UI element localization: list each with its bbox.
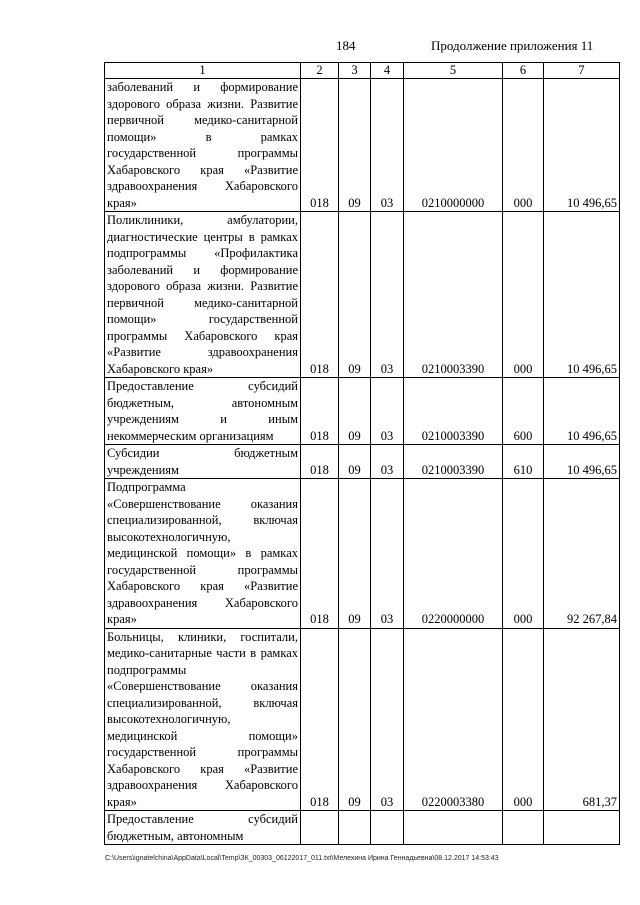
row-name: Поликлиники, амбулатории, диагностические центры в рамках подпрограммы «Профилактика заболеваний и формирование здорового образа жизни. Развитие первичной медико-санитарной помощи» государственной программы Хабаровского края «Развитие здравоохранения Хабаровского края» xyxy=(105,212,301,378)
cell-expense-type: 600 xyxy=(503,378,544,445)
cell-target-article: 0220000000 xyxy=(404,479,503,629)
column-header: 5 xyxy=(404,63,503,79)
row-name: Подпрограмма «Совершенствование оказания специализированной, включая высокотехнологичную, медицинской помощи» в рамках государственной программы Хабаровского края «Развитие здравоохранения Хабаровского края» xyxy=(105,479,301,629)
cell-ministry-code: 018 xyxy=(301,479,339,629)
column-header: 2 xyxy=(301,63,339,79)
cell-expense-type: 000 xyxy=(503,628,544,811)
cell-target-article: 0210003390 xyxy=(404,445,503,479)
cell-amount: 10 496,65 xyxy=(544,378,620,445)
cell-subsection: 03 xyxy=(371,628,404,811)
cell-amount: 10 496,65 xyxy=(544,79,620,212)
cell-section: 09 xyxy=(339,445,371,479)
cell-expense-type: 610 xyxy=(503,445,544,479)
cell-subsection xyxy=(371,811,404,845)
cell-subsection: 03 xyxy=(371,479,404,629)
cell-subsection: 03 xyxy=(371,212,404,378)
row-name: Предоставление субсидий бюджетным, автономным xyxy=(105,811,301,845)
row-name: Субсидии бюджетным учреждениям xyxy=(105,445,301,479)
row-name: заболеваний и формирование здорового образа жизни. Развитие первичной медико-санитарной помощи» в рамках государственной программы Хабаровского края «Развитие здравоохранения Хабаровского края» xyxy=(105,79,301,212)
footer-file-path: C:\Users\ignatelchina\AppData\Local\Temp\ЗК_00303_06122017_011.txt\Мелехина Ирина Геннадьевна\08.12.2017 14:53:43 xyxy=(105,855,499,862)
table-row xyxy=(105,445,620,479)
cell-target-article xyxy=(404,811,503,845)
cell-ministry-code: 018 xyxy=(301,79,339,212)
cell-subsection: 03 xyxy=(371,445,404,479)
cell-section xyxy=(339,811,371,845)
cell-ministry-code xyxy=(301,811,339,845)
table-row xyxy=(105,79,620,212)
cell-target-article: 0210003390 xyxy=(404,378,503,445)
row-name: Предоставление субсидий бюджетным, автономным учреждениям и иным некоммерческим организациям xyxy=(105,378,301,445)
table-row xyxy=(105,212,620,378)
cell-ministry-code: 018 xyxy=(301,212,339,378)
cell-expense-type: 000 xyxy=(503,479,544,629)
column-header: 7 xyxy=(544,63,620,79)
cell-section: 09 xyxy=(339,212,371,378)
table-row xyxy=(105,378,620,445)
column-header: 1 xyxy=(105,63,301,79)
cell-target-article: 0210003390 xyxy=(404,212,503,378)
cell-target-article: 0220003380 xyxy=(404,628,503,811)
appendix-caption: Продолжение приложения 11 xyxy=(431,38,594,53)
table-row xyxy=(105,811,620,845)
cell-section: 09 xyxy=(339,378,371,445)
page-number: 184 xyxy=(336,38,356,53)
cell-expense-type: 000 xyxy=(503,79,544,212)
cell-subsection: 03 xyxy=(371,378,404,445)
table-row xyxy=(105,479,620,629)
cell-amount: 10 496,65 xyxy=(544,212,620,378)
budget-table xyxy=(104,62,620,845)
column-header: 3 xyxy=(339,63,371,79)
column-header: 4 xyxy=(371,63,404,79)
table-row xyxy=(105,628,620,811)
cell-ministry-code: 018 xyxy=(301,628,339,811)
table-header-row xyxy=(105,63,620,79)
cell-amount xyxy=(544,811,620,845)
cell-amount: 681,37 xyxy=(544,628,620,811)
cell-target-article: 0210000000 xyxy=(404,79,503,212)
cell-ministry-code: 018 xyxy=(301,378,339,445)
cell-ministry-code: 018 xyxy=(301,445,339,479)
cell-amount: 10 496,65 xyxy=(544,445,620,479)
column-header: 6 xyxy=(503,63,544,79)
cell-amount: 92 267,84 xyxy=(544,479,620,629)
cell-section: 09 xyxy=(339,628,371,811)
cell-expense-type xyxy=(503,811,544,845)
row-name: Больницы, клиники, госпитали, медико-санитарные части в рамках подпрограммы «Совершенствование оказания специализированной, включая высокотехнологичную, медицинской помощи» государственной программы Хабаровского края «Развитие здравоохранения Хабаровского края» xyxy=(105,628,301,811)
cell-expense-type: 000 xyxy=(503,212,544,378)
cell-section: 09 xyxy=(339,79,371,212)
cell-section: 09 xyxy=(339,479,371,629)
cell-subsection: 03 xyxy=(371,79,404,212)
